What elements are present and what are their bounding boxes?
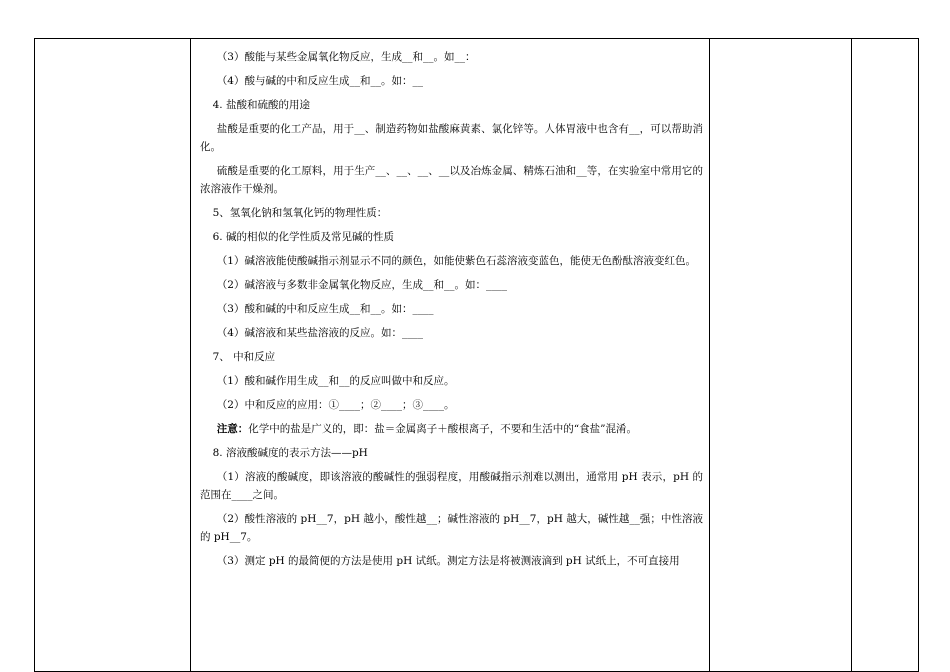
content-cell [191,39,710,672]
heading-base-chemical: 6. 碱的相似的化学性质及常见碱的性质 [212,231,394,243]
line-acid-metal-oxide: （3）酸能与某些金属氧化物反应，生成__和__。如__： [216,51,476,63]
line-base-nonmetal-oxide: （2）碱溶液与多数非金属氧化物反应，生成__和__。如：____ [216,279,507,291]
right-column-cell [710,39,852,672]
para-sulfuric-acid: 硫酸是重要的化工原料，用于生产__、__、__、__以及冶炼金属、精炼石油和__等，在实验室中常用它的浓溶液作干燥剂。 [200,165,703,195]
left-column-cell [35,39,191,672]
note-text: 化学中的盐是广义的，即：盐＝金属离子＋酸根离子，不要和生活中的“食盐”混淆。 [248,423,638,435]
line-ph-acid-base: （2）酸性溶液的 pH__7，pH 越小，酸性越__；碱性溶液的 pH__7，pH 越大，碱性越__强；中性溶液的 pH__7。 [200,513,703,543]
note-label: 注意： [216,423,249,435]
heading-ph: 8. 溶液酸碱度的表示方法——pH [212,447,368,459]
content-text [191,39,709,570]
lesson-table [34,38,919,672]
line-base-salt: （4）碱溶液和某些盐溶液的反应。如：____ [216,327,423,339]
line-base-indicator: （1）碱溶液能使酸碱指示剂显示不同的颜色，如能使紫色石蕊溶液变蓝色，能使无色酚酞溶液变红色。 [216,255,696,267]
heading-neutralization: 7、 中和反应 [212,351,276,363]
line-neutralization-use: （2）中和反应的应用：①____；②____；③____。 [216,399,455,411]
para-hydrochloric-acid: 盐酸是重要的化工产品，用于__、制造药物如盐酸麻黄素、氯化锌等。人体胃液中也含有__，可以帮助消化。 [200,123,703,153]
note-paragraph [200,420,703,438]
line-neutralization-def: （1）酸和碱作用生成__和__的反应叫做中和反应。 [216,375,455,387]
line-base-neutralize: （3）酸和碱的中和反应生成__和__。如：____ [216,303,434,315]
heading-acid-uses: 4. 盐酸和硫酸的用途 [212,99,310,111]
line-ph-range: （1）溶液的酸碱度，即该溶液的酸碱性的强弱程度，用酸碱指示剂难以测出，通常用 pH 表示，pH 的范围在____之间。 [200,471,703,501]
heading-base-physical: 5、氢氧化钠和氢氧化钙的物理性质： [212,207,388,219]
table-row [35,39,919,672]
line-ph-test: （3）测定 pH 的最简便的方法是使用 pH 试纸。测定方法是将被测液滴到 pH 试纸上，不可直接用 [216,555,680,567]
last-column-cell [852,39,919,672]
line-acid-base-neutralize: （4）酸与碱的中和反应生成__和__。如：__ [216,75,423,87]
